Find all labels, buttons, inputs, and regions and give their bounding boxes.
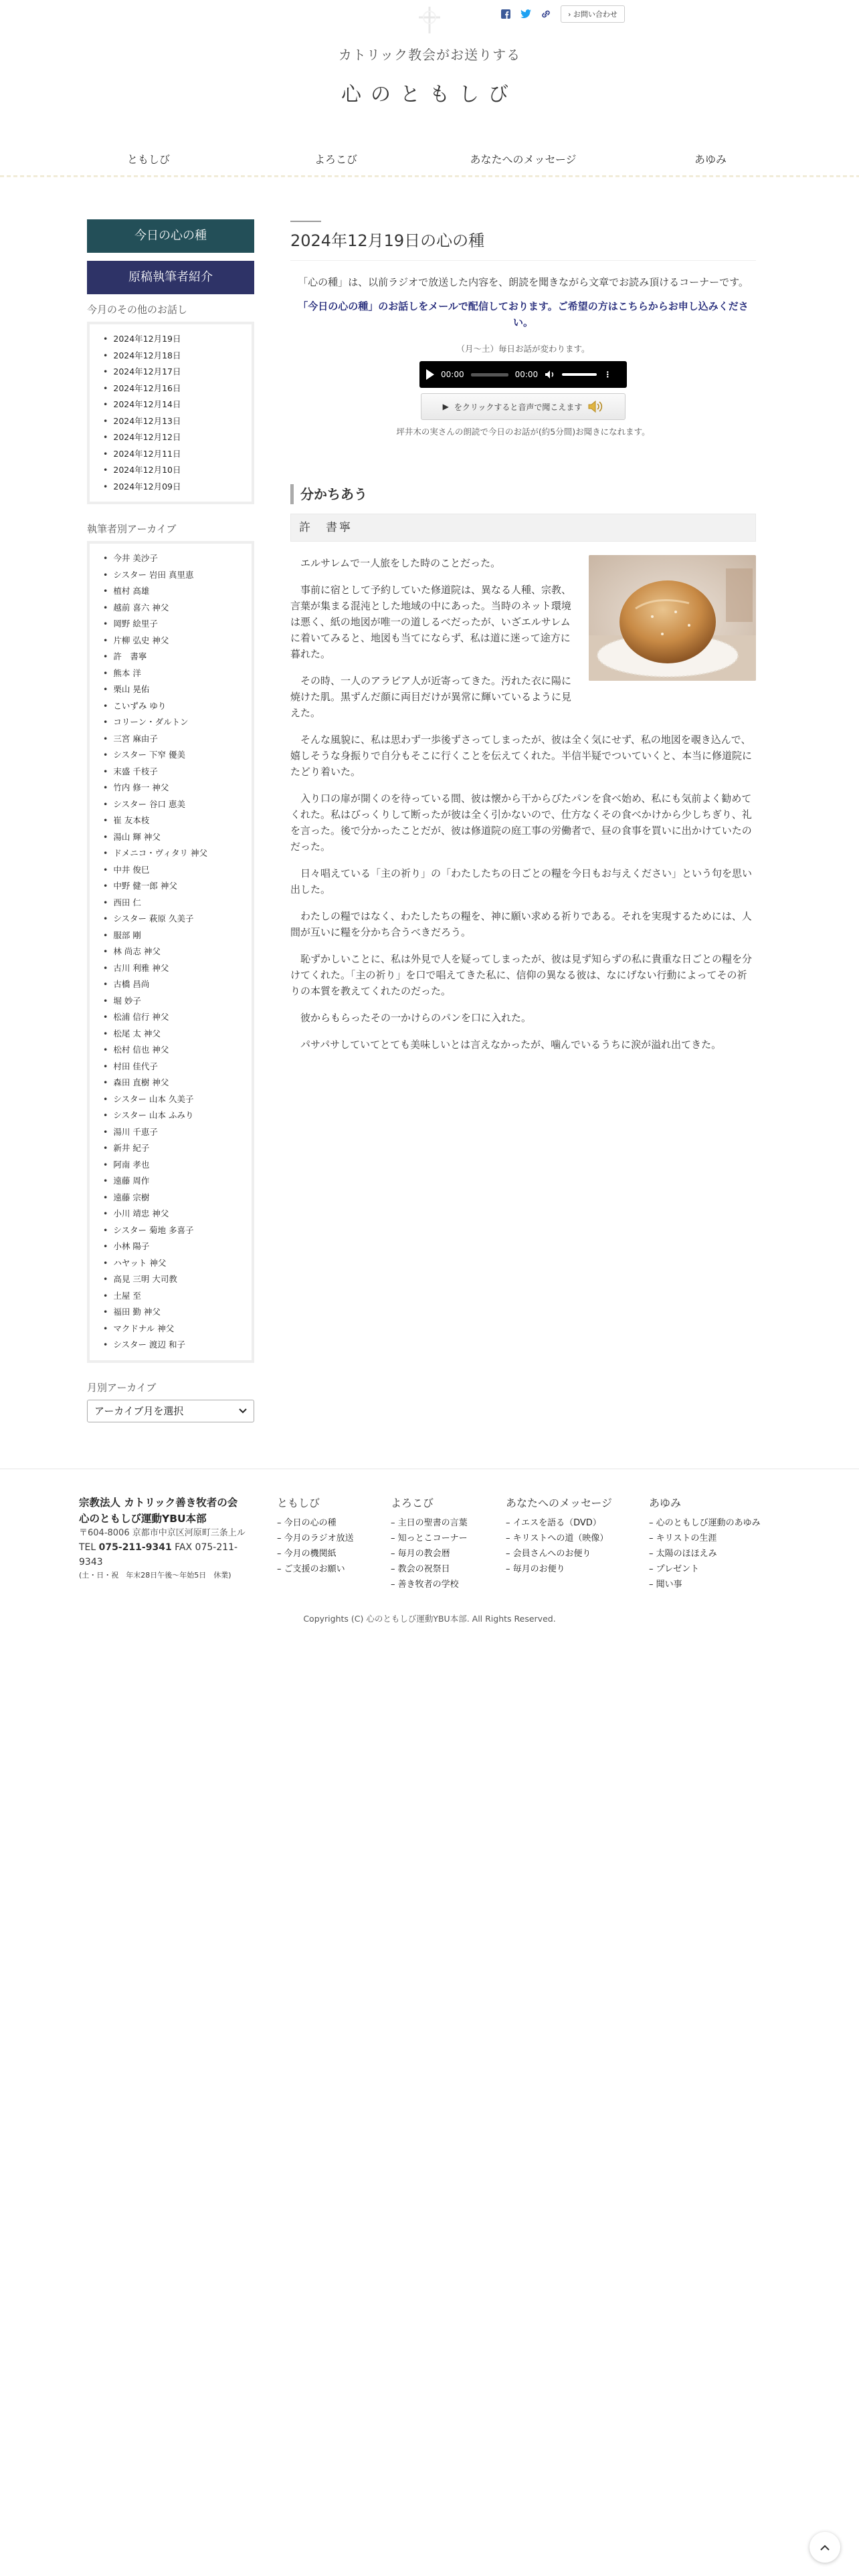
reading-caption: 坪井木の実さんの朗読で今日のお話が(約5分間)お聞きになれます。 <box>396 427 650 437</box>
footer-organization <box>79 1495 253 1582</box>
monthly-archive-value: アーカイブ月を選択 <box>94 1405 184 1417</box>
org-address: 〒604-8006 京都市中京区河原町三条上ル <box>79 1528 246 1538</box>
footer-link[interactable]: – 今日の心の種 <box>277 1515 354 1531</box>
story-paragraph: その時、一人のアラビア人が近寄ってきた。汚れた衣に陽に焼けた肌。黒ずんだ顔に両目だけが異常に輝いているように見えた。 <box>290 675 572 719</box>
top-bar <box>500 5 625 23</box>
post-title: 2024年12月19日の心の種 <box>290 227 756 261</box>
author-link[interactable]: • 竹内 修一 神父 <box>103 780 242 796</box>
copyright: Copyrights (C) 心のともしび運動YBU本部. All Rights Reserved. <box>303 1614 556 1624</box>
author-link[interactable]: • 許 書寧 <box>103 649 242 665</box>
org-hours: (土・日・祝 年末28日午後〜年始5日 休業) <box>79 1571 231 1580</box>
author-link[interactable]: • 西田 仁 <box>103 895 242 911</box>
story-paragraph: パサパサしていてとても美味しいとは言えなかったが、噛んでいるうちに涙が溢れ出てきた。 <box>300 1039 722 1051</box>
author-link[interactable]: • 小林 陽子 <box>103 1239 242 1255</box>
story-date-link[interactable]: • 2024年12月10日 <box>103 462 242 479</box>
title-rule <box>290 221 321 222</box>
story-date-link[interactable]: • 2024年12月17日 <box>103 364 242 381</box>
author-link[interactable]: • 松尾 太 神父 <box>103 1026 242 1043</box>
author-link[interactable]: • シスター 岩田 真里恵 <box>103 567 242 584</box>
author-link[interactable]: • 今井 美沙子 <box>103 550 242 567</box>
author-link[interactable]: • 栗山 晃佑 <box>103 681 242 698</box>
author-link[interactable]: • 越前 喜六 神父 <box>103 600 242 617</box>
author-link[interactable]: • 新井 紀子 <box>103 1140 242 1157</box>
author-link[interactable]: • シスター 谷口 恵美 <box>103 796 242 813</box>
story-paragraph: 入り口の扉が開くのを待っている間、彼は懐から干からびたパンを食べ始め、私にも気前よく勧めてくれた。私はびっくりして断ったが彼は全く引かないので、仕方なくその食べかけから少しちぎり、礼を言った。後で分かったことだが、彼は修道院の庭工事の労働者で、昼の食事を買いに出かけていたのだった。 <box>290 792 752 853</box>
nav-item-ayumi[interactable]: あゆみ <box>694 153 727 166</box>
chevron-down-icon <box>239 1408 247 1414</box>
authors-list <box>87 541 254 1363</box>
footer-link[interactable]: – プレゼント <box>649 1562 761 1577</box>
writers-button[interactable]: 原稿執筆者紹介 <box>87 261 254 294</box>
cross-logo-icon <box>415 5 444 35</box>
footer-link[interactable]: – 今月の機関紙 <box>277 1546 354 1562</box>
author-link[interactable]: • 岡野 絵里子 <box>103 616 242 633</box>
play-triangle-icon: ▶ <box>442 402 449 411</box>
footer-link[interactable]: – 心のともしび運動のあゆみ <box>649 1515 761 1531</box>
story-date-link[interactable]: • 2024年12月11日 <box>103 446 242 463</box>
total-time: 00:00 <box>514 370 539 379</box>
author-link[interactable]: • シスター 萩原 久美子 <box>103 911 242 928</box>
author-link[interactable]: • 村田 佳代子 <box>103 1059 242 1075</box>
footer-link[interactable]: – 太陽のほほえみ <box>649 1546 761 1562</box>
author-link[interactable]: • 中井 俊巳 <box>103 862 242 879</box>
author-link[interactable]: • 湯川 千恵子 <box>103 1124 242 1141</box>
author-link[interactable]: • 森田 直樹 神父 <box>103 1075 242 1091</box>
author-link[interactable]: • 遠藤 宗樹 <box>103 1190 242 1206</box>
back-to-top-button[interactable] <box>809 2532 840 2563</box>
footer-link[interactable]: – 知っとこコーナー <box>391 1531 468 1546</box>
footer <box>0 1469 859 1642</box>
author-link[interactable]: • マクドナル 神父 <box>103 1321 242 1337</box>
other-stories-list <box>87 322 254 504</box>
footer-column <box>391 1495 468 1592</box>
footer-link[interactable]: – 善き牧者の学校 <box>391 1577 468 1592</box>
story-paragraph: 恥ずかしいことに、私は外見で人を疑ってしまったが、彼は見ず知らずの私に貴重な日ごとの糧を分けてくれた。「主の祈り」を口で唱えてきた私に、信仰の異なる彼は、なにげない行動によってその祈りの本質を教えてくれたのだった。 <box>290 953 753 997</box>
main-content <box>290 221 756 1063</box>
intro-text: 「心の種」は、以前ラジオで放送した内容を、朗読を聞きながら文章でお読み頂けるコーナーです。 <box>298 276 749 288</box>
org-hq: 心のともしび運動YBU本部 <box>79 1513 207 1525</box>
monthly-archive-select[interactable] <box>87 1400 254 1422</box>
author-link[interactable]: • ハヤット 神父 <box>103 1255 242 1272</box>
author-link[interactable]: • 高見 三明 大司教 <box>103 1271 242 1288</box>
contact-label: お問い合わせ <box>573 10 617 19</box>
footer-link[interactable]: – 毎月の教会暦 <box>391 1546 468 1562</box>
author-link[interactable]: • 崔 友本枝 <box>103 813 242 829</box>
story-paragraph: そんな風貌に、私は思わず一歩後ずさってしまったが、彼は全く気にせず、私の地図を覗き込んで、嬉しそうな身振りで自分もそこに行くことを伝えてくれた。半信半疑でついていくと、本当に修道院にたどり着いた。 <box>290 734 753 778</box>
seek-bar[interactable] <box>471 373 508 377</box>
author-link[interactable]: • 三宮 麻由子 <box>103 731 242 748</box>
mail-signup-link[interactable]: 「今日の心の種」のお話しをメールで配信しております。ご希望の方はこちらからお申し込みください。 <box>298 300 749 328</box>
author-link[interactable]: • 林 尚志 神父 <box>103 944 242 960</box>
footer-link[interactable]: – 教会の祝祭日 <box>391 1562 468 1577</box>
chevron-up-icon <box>820 2545 830 2551</box>
story-paragraph: エルサレムで一人旅をした時のことだった。 <box>300 557 501 569</box>
footer-link[interactable]: – 主日の聖書の言葉 <box>391 1515 468 1531</box>
site-title[interactable]: 心のともしび <box>341 83 518 106</box>
sidebar <box>87 219 254 1422</box>
chevron-right-icon: › <box>568 10 571 19</box>
author-link[interactable]: • 植村 高雄 <box>103 583 242 600</box>
author-link[interactable]: • ドメニコ・ヴィタリ 神父 <box>103 845 242 862</box>
site-subtitle: カトリック教会がお送りする <box>338 47 521 63</box>
author-link[interactable]: • 松村 信也 神父 <box>103 1042 242 1059</box>
author-link[interactable]: • シスター 菊地 多喜子 <box>103 1222 242 1239</box>
footer-link-list <box>277 1515 354 1577</box>
story-date-link[interactable]: • 2024年12月19日 <box>103 331 242 348</box>
section-heading: 分かちあう <box>290 484 756 504</box>
story-paragraph: わたしの糧ではなく、わたしたちの糧を、神に願い求める祈りである。それを実現するためには、人間が互いに糧を分かち合うべきだろう。 <box>290 910 752 938</box>
author-link[interactable]: • 土屋 至 <box>103 1288 242 1305</box>
org-phone: TEL 075-211-9341 FAX 075-211-9343 <box>79 1542 238 1568</box>
twitter-icon[interactable] <box>520 9 531 19</box>
author-link[interactable]: • シスター 下窄 優美 <box>103 747 242 764</box>
author-link[interactable]: • 末盛 千枝子 <box>103 764 242 780</box>
story-date-link[interactable]: • 2024年12月12日 <box>103 429 242 446</box>
footer-link[interactable]: – 会員さんへのお便り <box>506 1546 612 1562</box>
author-link[interactable]: • 熊本 洋 <box>103 665 242 682</box>
nav-item-yorokobi[interactable]: よろこび <box>314 153 357 166</box>
global-nav <box>0 148 859 177</box>
footer-link[interactable]: – 今月のラジオ放送 <box>277 1531 354 1546</box>
footer-link[interactable]: – イエスを語る（DVD） <box>506 1515 612 1531</box>
author-link[interactable]: • 堀 妙子 <box>103 993 242 1010</box>
today-button[interactable]: 今日の心の種 <box>87 219 254 253</box>
footer-link[interactable]: – ご支援のお願い <box>277 1562 354 1577</box>
story-date-link[interactable]: • 2024年12月09日 <box>103 479 242 496</box>
story-paragraph: 彼からもらったその一かけらのパンを口に入れた。 <box>300 1012 532 1024</box>
author-link[interactable]: • シスター 山本 ふみり <box>103 1107 242 1124</box>
authors-heading: 執筆者別アーカイブ <box>87 523 177 535</box>
other-stories-heading: 今月のその他のお話し <box>87 304 188 316</box>
footer-column <box>277 1495 354 1577</box>
facebook-icon[interactable] <box>500 9 511 19</box>
story-date-link[interactable]: • 2024年12月16日 <box>103 381 242 397</box>
footer-column-heading[interactable]: あなたへのメッセージ <box>506 1497 613 1509</box>
author-link[interactable]: • 松浦 信行 神父 <box>103 1009 242 1026</box>
story-date-link[interactable]: • 2024年12月14日 <box>103 397 242 413</box>
story-date-link[interactable]: • 2024年12月13日 <box>103 413 242 430</box>
monthly-archive-heading: 月別アーカイブ <box>87 1381 157 1394</box>
footer-column <box>649 1495 761 1592</box>
author-name: 許 書寧 <box>290 514 756 542</box>
tel-number[interactable]: 075-211-9341 <box>98 1542 172 1553</box>
footer-column-heading[interactable]: ともしび <box>277 1497 320 1509</box>
footer-link[interactable]: – キリストの生涯 <box>649 1531 761 1546</box>
author-link[interactable]: • 中野 健一郎 神父 <box>103 878 242 895</box>
story-paragraph: 日々唱えている「主の祈り」の「わたしたちの日ごとの糧を今日もお与えください」という句を思い出した。 <box>290 867 753 895</box>
author-link[interactable]: • 片柳 弘史 神父 <box>103 633 242 649</box>
story-paragraph: 事前に宿として予約していた修道院は、異なる人種、宗教、言葉が集まる混沌とした地域の中にあった。当時のネット環境は悪く、紙の地図が唯一の道しるべだったが、いざエルサレムに着いてみると、地図も当てにならず、私は道に迷って途方に暮れた。 <box>290 584 572 660</box>
footer-link-list <box>506 1515 612 1577</box>
bread-photo <box>589 555 756 681</box>
author-link[interactable]: • 小川 靖忠 神父 <box>103 1206 242 1222</box>
author-link[interactable]: • 古橋 昌尚 <box>103 976 242 993</box>
contact-button[interactable] <box>561 5 625 23</box>
footer-link-list <box>391 1515 468 1592</box>
current-time: 00:00 <box>441 370 464 379</box>
link-icon[interactable] <box>541 9 551 19</box>
author-link[interactable]: • 古川 利雅 神父 <box>103 960 242 977</box>
nav-item-message[interactable]: あなたへのメッセージ <box>470 153 577 166</box>
footer-column <box>506 1495 612 1577</box>
author-link[interactable]: • コリーン・ダルトン <box>103 714 242 731</box>
listen-button[interactable] <box>421 393 626 420</box>
volume-icon[interactable] <box>545 370 555 379</box>
author-link[interactable]: • 阿南 孝也 <box>103 1157 242 1174</box>
footer-column-heading[interactable]: あゆみ <box>649 1497 682 1509</box>
more-options-icon[interactable]: ⋮ <box>603 370 613 379</box>
footer-link-list <box>649 1515 761 1592</box>
org-name: 宗教法人 カトリック善き牧者の会 <box>79 1497 238 1509</box>
nav-divider <box>0 175 859 177</box>
story-date-link[interactable]: • 2024年12月18日 <box>103 348 242 364</box>
footer-link[interactable]: – 毎月のお便り <box>506 1562 612 1577</box>
author-link[interactable]: • こいずみ ゆり <box>103 698 242 715</box>
author-link[interactable]: • 遠藤 周作 <box>103 1173 242 1190</box>
volume-slider[interactable] <box>562 373 597 376</box>
footer-column-heading[interactable]: よろこび <box>391 1497 434 1509</box>
footer-link[interactable]: – 聞い事 <box>649 1577 761 1592</box>
nav-item-tomoshibi[interactable]: ともしび <box>126 153 170 166</box>
author-link[interactable]: • シスター 山本 久美子 <box>103 1091 242 1108</box>
author-link[interactable]: • シスター 渡辺 和子 <box>103 1337 242 1354</box>
author-link[interactable]: • 湯山 輝 神父 <box>103 829 242 846</box>
play-icon[interactable] <box>426 369 434 380</box>
listen-label: をクリックすると音声で聞こえます <box>454 402 583 412</box>
fax-number: 075-211-9343 <box>79 1542 238 1568</box>
daily-note: （月〜土）毎日お話が変わります。 <box>456 344 590 354</box>
author-link[interactable]: • 服部 剛 <box>103 928 242 944</box>
speaker-icon <box>587 400 603 413</box>
audio-player[interactable] <box>419 361 627 388</box>
footer-link[interactable]: – キリストへの道（映像） <box>506 1531 612 1546</box>
author-link[interactable]: • 福田 勤 神父 <box>103 1304 242 1321</box>
